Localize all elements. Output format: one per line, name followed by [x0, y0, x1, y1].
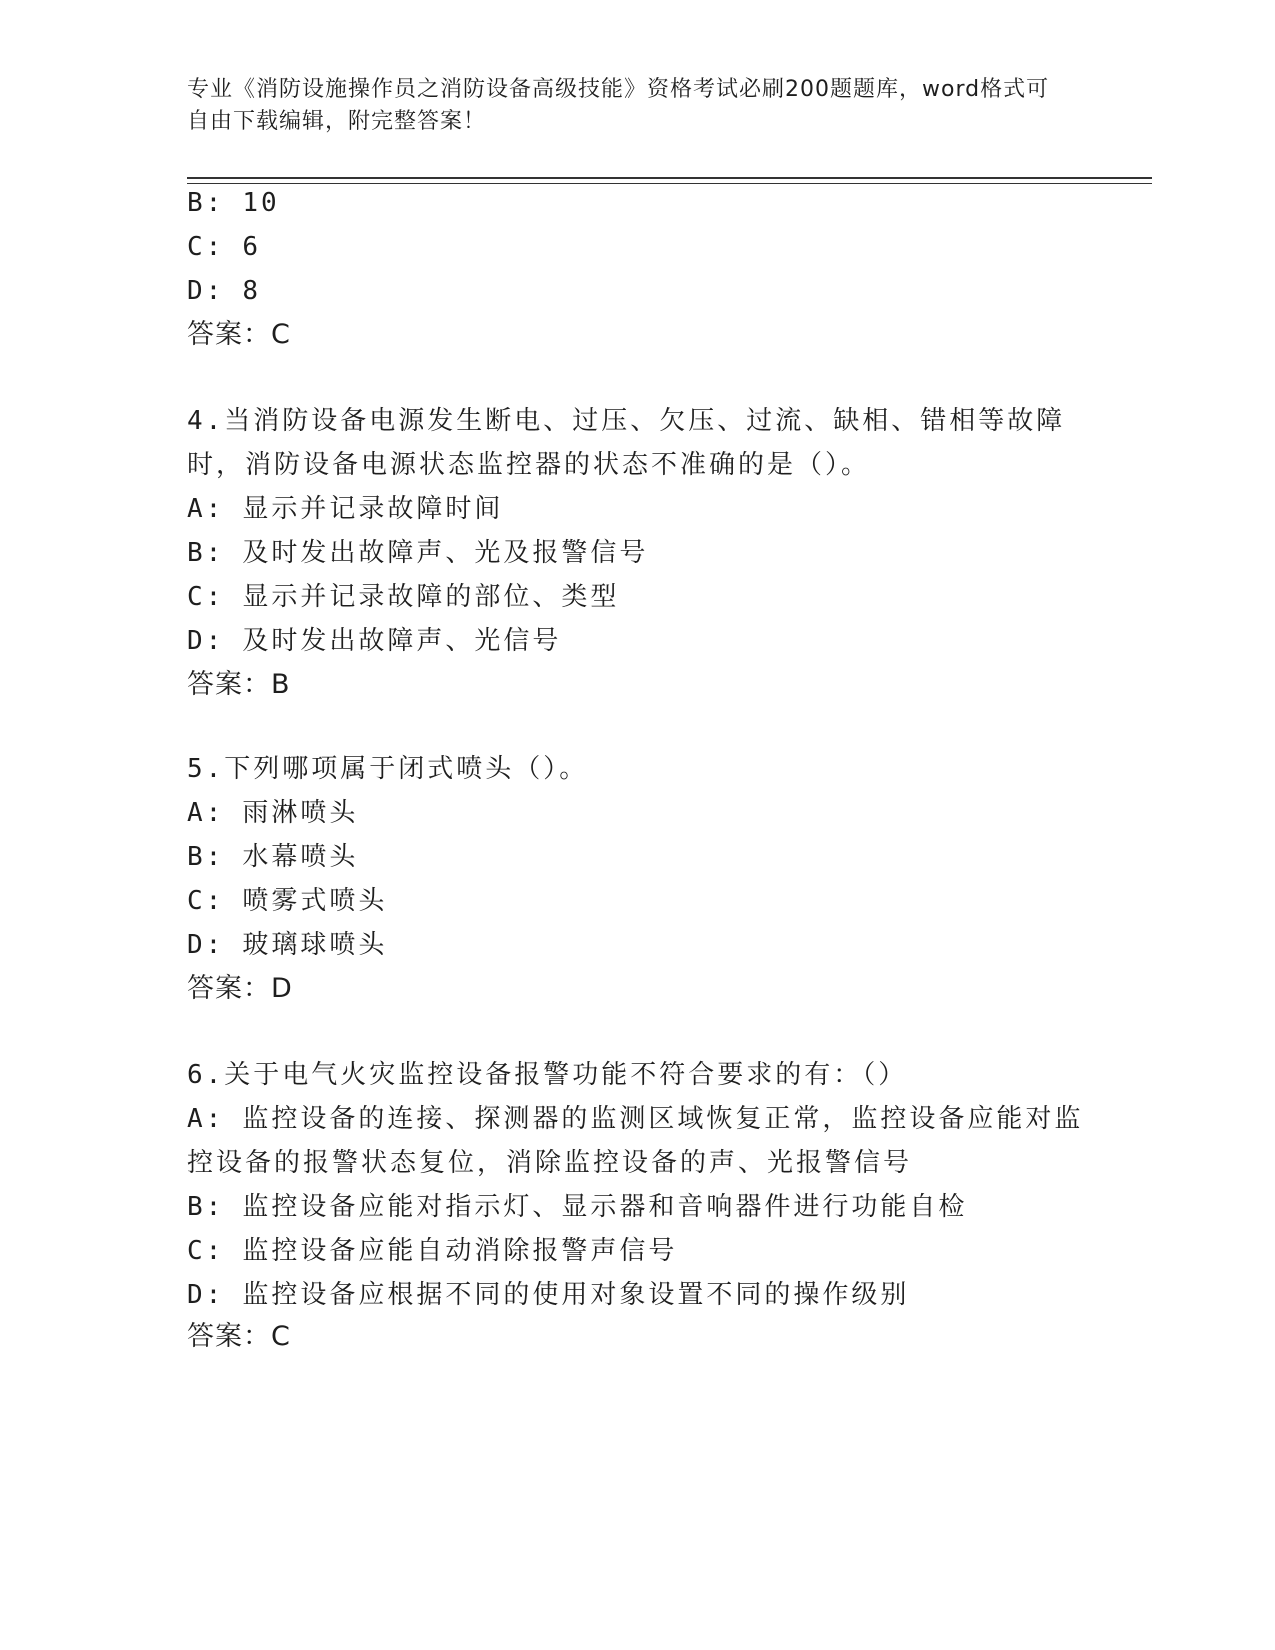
option-text: 水幕喷头 [242, 842, 359, 872]
option-key: D: [187, 626, 225, 656]
option-text: 监控设备应根据不同的使用对象设置不同的操作级别 [242, 1280, 910, 1310]
option-key: C: [187, 886, 225, 916]
q5-option-d [187, 928, 387, 962]
q5-stem: 5.下列哪项属于闭式喷头（）。 [187, 754, 589, 784]
option-text: 及时发出故障声、光及报警信号 [242, 538, 649, 568]
q4-option-d [187, 624, 561, 658]
q4-answer: 答案：B [187, 669, 291, 700]
q6-option-b [187, 1190, 967, 1224]
option-text: 6 [242, 232, 261, 262]
q3-option-b [187, 186, 280, 220]
option-text: 监控设备应能对指示灯、显示器和音响器件进行功能自检 [242, 1192, 968, 1222]
q5-answer: 答案：D [187, 973, 293, 1004]
q6-option-a [187, 1102, 1083, 1136]
option-text: 及时发出故障声、光信号 [242, 626, 562, 656]
q5-option-c [187, 884, 387, 918]
q6-option-a-continued: 控设备的报警状态复位，消除监控设备的声、光报警信号 [187, 1148, 913, 1178]
q4-stem-line2: 时，消防设备电源状态监控器的状态不准确的是（）。 [187, 450, 871, 480]
header-divider-thin [187, 183, 1152, 184]
option-text: 10 [242, 188, 280, 218]
q4-option-b [187, 536, 648, 570]
option-key: A: [187, 798, 225, 828]
option-key: D: [187, 1280, 225, 1310]
q5-option-b [187, 840, 358, 874]
option-text: 8 [242, 276, 261, 306]
option-key: B: [187, 842, 225, 872]
option-text: 雨淋喷头 [242, 798, 359, 828]
q3-option-c [187, 230, 261, 264]
option-text: 显示并记录故障的部位、类型 [242, 582, 620, 612]
option-key: B: [187, 538, 225, 568]
option-key: C: [187, 1236, 225, 1266]
q5-option-a [187, 796, 358, 830]
option-text: 玻璃球喷头 [242, 930, 388, 960]
option-text: 监控设备的连接、探测器的监测区域恢复正常，监控设备应能对监 [242, 1104, 1084, 1134]
option-key: C: [187, 232, 225, 262]
q3-answer: 答案：C [187, 319, 291, 350]
q6-option-c [187, 1234, 677, 1268]
option-key: B: [187, 188, 225, 218]
q6-answer: 答案：C [187, 1321, 291, 1352]
option-key: A: [187, 494, 225, 524]
option-key: B: [187, 1192, 225, 1222]
q6-option-d [187, 1278, 909, 1312]
q6-stem: 6.关于电气火灾监控设备报警功能不符合要求的有：（） [187, 1060, 908, 1090]
option-key: D: [187, 276, 225, 306]
header-divider-thick [187, 177, 1152, 179]
q4-stem-line1: 4.当消防设备电源发生断电、过压、欠压、过流、缺相、错相等故障 [187, 406, 1066, 436]
q4-option-c [187, 580, 619, 614]
option-text: 显示并记录故障时间 [242, 494, 504, 524]
option-key: C: [187, 582, 225, 612]
option-key: D: [187, 930, 225, 960]
option-key: A: [187, 1104, 225, 1134]
q4-option-a [187, 492, 503, 526]
document-header: 专业《消防设施操作员之消防设备高级技能》资格考试必刷200题题库，word格式可自由下载编辑，附完整答案！ [187, 77, 1050, 134]
option-text: 喷雾式喷头 [242, 886, 388, 916]
option-text: 监控设备应能自动消除报警声信号 [242, 1236, 678, 1266]
q3-option-d [187, 274, 261, 308]
